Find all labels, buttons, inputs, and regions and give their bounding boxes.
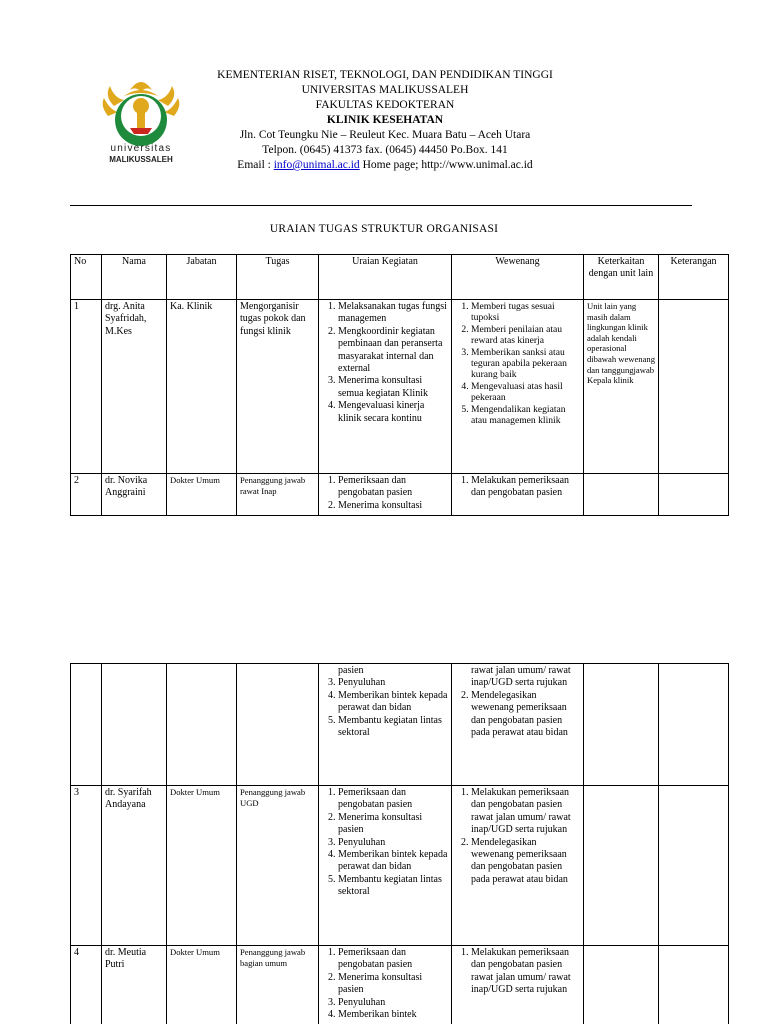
row-jabatan: Dokter Umum — [167, 786, 237, 946]
row-wewenang — [452, 786, 584, 946]
col-wewenang: Wewenang — [452, 255, 584, 300]
col-keterkaitan: Keterkaitan dengan unit lain — [584, 255, 659, 300]
list-item: rawat jalan umum/ rawat inap/UGD serta rujukan — [471, 665, 571, 689]
list-item: 2. Mengkoordinir kegiatan pembinaan dan peranserta masyarakat internal dan external — [338, 326, 448, 376]
list-item: 5. Membantu kegiatan lintas sektoral — [338, 715, 448, 740]
organization-table — [70, 254, 729, 516]
row-keterangan — [659, 786, 729, 946]
row-keterangan — [659, 664, 729, 786]
list-item: 4. Memberikan bintek kepada perawat dan bidan — [338, 690, 448, 715]
row-wewenang — [452, 664, 584, 786]
list-item: 1. Pemeriksaan dan pengobatan pasien — [338, 787, 448, 812]
list-item: 1. Melakukan pemeriksaan dan pengobatan pasien — [471, 475, 580, 500]
letterhead — [195, 68, 575, 173]
list-item: 2. Mendelegasikan wewenang pemeriksaan dan pengobatan pasien pada perawat atau bidan — [471, 837, 580, 887]
list-item: 1. Pemeriksaan dan pengobatan pasien — [338, 947, 448, 972]
row-uraian — [319, 664, 452, 786]
row-keterangan — [659, 946, 729, 1024]
row-keterkaitan — [584, 946, 659, 1024]
row-wewenang — [452, 300, 584, 474]
logo-word-malikussaleh: MALIKUSSALEH — [109, 155, 173, 164]
row-nama: drg. Anita Syafridah, M.Kes — [102, 300, 167, 474]
row-tugas: Mengorganisir tugas pokok dan fungsi klinik — [237, 300, 319, 474]
list-item: 3. Penyuluhan — [338, 997, 448, 1009]
table-row — [71, 474, 729, 516]
row-keterangan — [659, 474, 729, 516]
row-wewenang — [452, 946, 584, 1024]
logo-word-universitas: universitas — [110, 143, 172, 154]
row-nama: dr. Novika Anggraini — [102, 474, 167, 516]
homepage-text: Home page; http://www.unimal.ac.id — [359, 159, 533, 171]
row-keterkaitan — [584, 474, 659, 516]
faculty-line: FAKULTAS KEDOKTERAN — [315, 99, 455, 111]
contact-line — [195, 158, 575, 173]
list-item: 4. Mengevaluasi atas hasil pekeraan — [471, 381, 580, 404]
row-tugas — [237, 664, 319, 786]
col-nama: Nama — [102, 255, 167, 300]
table-row — [71, 300, 729, 474]
list-item: 3. Penyuluhan — [338, 837, 448, 849]
phone-line: Telpon. (0645) 41373 fax. (0645) 44450 Po.Box. 141 — [262, 144, 508, 156]
row-keterkaitan: Unit lain yang masih dalam lingkungan klinik adalah kendali operasional dibawah wewenang dan tanggungjawab Kepala klinik — [584, 300, 659, 474]
header-divider — [70, 205, 692, 206]
list-item: 2. Menerima konsultasi — [338, 500, 448, 512]
email-link[interactable]: info@unimal.ac.id — [273, 159, 360, 171]
row-wewenang — [452, 474, 584, 516]
row-no — [71, 664, 102, 786]
row-tugas: Penanggung jawab UGD — [237, 786, 319, 946]
organization-table-continued — [70, 663, 729, 1024]
list-item: 5. Membantu kegiatan lintas sektoral — [338, 874, 448, 899]
row-keterkaitan — [584, 664, 659, 786]
list-item: 2. Menerima konsultasi pasien — [338, 972, 448, 997]
document-title: URAIAN TUGAS STRUKTUR ORGANISASI — [269, 223, 499, 235]
table-header-row — [71, 255, 729, 300]
list-item: 2. Mendelegasikan wewenang pemeriksaan dan pengobatan pasien pada perawat atau bidan — [471, 690, 580, 740]
university-line: UNIVERSITAS MALIKUSSALEH — [301, 84, 469, 96]
row-uraian — [319, 474, 452, 516]
col-keterangan: Keterangan — [659, 255, 729, 300]
list-item: 3. Menerima konsultasi semua kegiatan Klinik — [338, 375, 448, 400]
row-jabatan: Dokter Umum — [167, 946, 237, 1024]
row-jabatan: Ka. Klinik — [167, 300, 237, 474]
address-line: Jln. Cot Teungku Nie – Reuleut Kec. Muara Batu – Aceh Utara — [239, 129, 531, 141]
row-keterkaitan — [584, 786, 659, 946]
row-no: 4 — [71, 946, 102, 1024]
list-item: 4. Memberikan bintek kepada perawat dan bidan — [338, 849, 448, 874]
row-uraian — [319, 946, 452, 1024]
col-no: No — [71, 255, 102, 300]
list-item: 2. Memberi penilaian atau reward atas kinerja — [471, 324, 580, 347]
list-item: 1. Pemeriksaan dan pengobatan pasien — [338, 475, 448, 500]
list-item: 3. Penyuluhan — [338, 677, 448, 689]
table-row — [71, 786, 729, 946]
email-label: Email : — [237, 159, 274, 171]
row-nama — [102, 664, 167, 786]
row-jabatan: Dokter Umum — [167, 474, 237, 516]
row-no: 3 — [71, 786, 102, 946]
list-item: pasien — [338, 665, 364, 676]
table-row-continued — [71, 664, 729, 786]
row-uraian — [319, 786, 452, 946]
list-item: 3. Memberikan sanksi atau teguran apabila pekeraan kurang baik — [471, 347, 580, 381]
table-row — [71, 946, 729, 1024]
clinic-line: KLINIK KESEHATAN — [326, 114, 444, 126]
ministry-line: KEMENTERIAN RISET, TEKNOLOGI, DAN PENDIDIKAN TINGGI — [217, 69, 553, 81]
row-nama: dr. Meutia Putri — [102, 946, 167, 1024]
list-item: 4. Memberikan bintek — [338, 1009, 448, 1021]
list-item: 2. Menerima konsultasi pasien — [338, 812, 448, 837]
col-jabatan: Jabatan — [167, 255, 237, 300]
row-tugas: Penanggung jawab bagian umum — [237, 946, 319, 1024]
row-nama: dr. Syarifah Andayana — [102, 786, 167, 946]
list-item: 1. Melakukan pemeriksaan dan pengobatan pasien rawat jalan umum/ rawat inap/UGD serta rujukan — [471, 947, 580, 997]
list-item: 1. Memberi tugas sesuai tupoksi — [471, 301, 580, 324]
row-uraian — [319, 300, 452, 474]
list-item: 1. Melakukan pemeriksaan dan pengobatan pasien rawat jalan umum/ rawat inap/UGD serta rujukan — [471, 787, 580, 837]
col-uraian: Uraian Kegiatan — [319, 255, 452, 300]
row-no: 2 — [71, 474, 102, 516]
row-keterangan — [659, 300, 729, 474]
col-tugas: Tugas — [237, 255, 319, 300]
row-tugas: Penanggung jawab rawat Inap — [237, 474, 319, 516]
list-item: 1. Melaksanakan tugas fungsi managemen — [338, 301, 448, 326]
row-no: 1 — [71, 300, 102, 474]
list-item: 5. Mengendalikan kegiatan atau managemen klinik — [471, 404, 580, 427]
row-jabatan — [167, 664, 237, 786]
list-item: 4. Mengevaluasi kinerja klinik secara kontinu — [338, 400, 448, 425]
